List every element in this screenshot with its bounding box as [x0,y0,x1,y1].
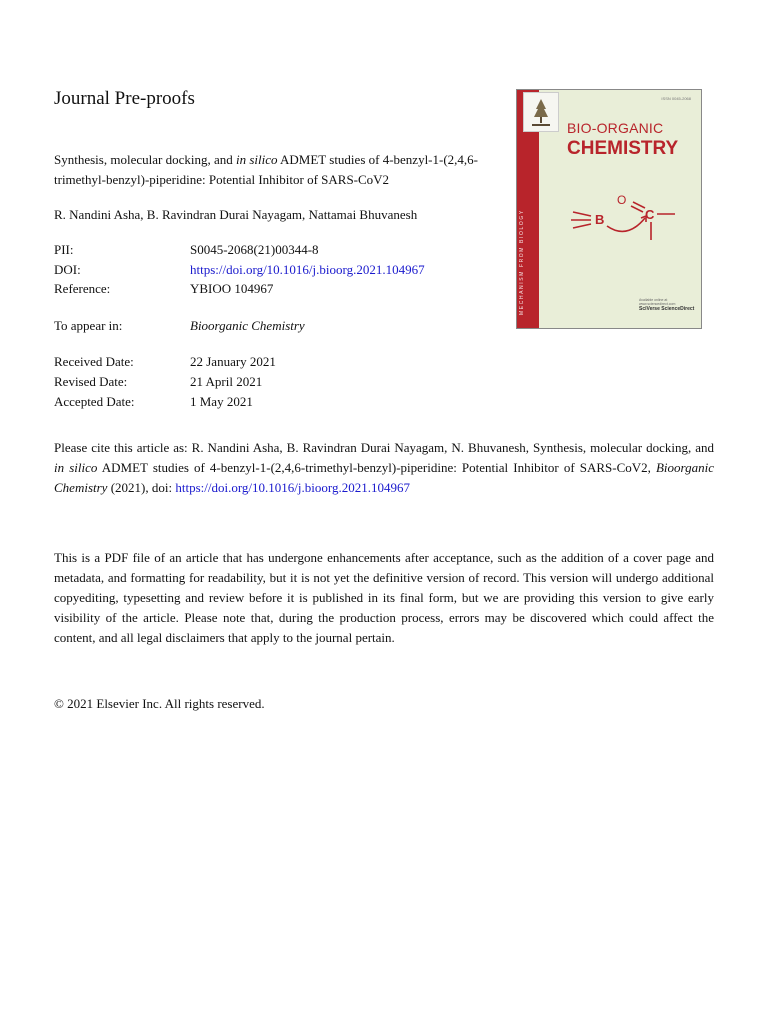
reference-value: YBIOO 104967 [190,281,274,296]
cover-band-text: MECHANISM FROM BIOLOGY [519,209,525,315]
citation-italic: in silico [54,460,98,475]
article-title-part2: ADMET studies of 4-benzyl-1-(2,4,6-trimethyl-benzyl)-piperidine: Potential Inhibitor of SARS-CoV2 [54,152,479,187]
sciencedirect-brand: SciVerse ScienceDirect [639,306,695,312]
journal-cover-image [516,89,702,329]
to-appear-in-value: Bioorganic Chemistry [190,318,305,333]
journal-pre-proofs-label: Journal Pre-proofs [54,88,195,109]
citation-paragraph [54,438,714,498]
cover-atom-b: B [595,212,605,227]
pii-value: S0045-2068(21)00344-8 [190,242,319,257]
cover-reaction-diagram [557,190,697,260]
elsevier-logo-icon [523,92,559,132]
doi-link[interactable]: https://doi.org/10.1016/j.bioorg.2021.104967 [190,262,425,277]
article-title-part1: Synthesis, molecular docking, and [54,152,236,167]
pii-label: PII: [54,242,74,257]
pre-proof-notice: This is a PDF file of an article that has undergone enhancements after acceptance, such as the addition of a cover page and metadata, and formatting for readability, but it is not yet the definitive version of record. This version will undergo additional copyediting, typesetting and review before it is published in its final form, but we are providing this version to give early visibility of the article. Please note that, during the production process, errors may be discovered which could affect the content, and all legal disclaimers that apply to the journal pertain. [54,550,714,645]
cover-title-line1: BIO-ORGANIC [567,120,664,136]
cover-title-line2: CHEMISTRY [567,138,679,159]
cover-atom-o: O [617,193,627,207]
revised-date-label: Revised Date: [54,374,128,389]
received-date-label: Received Date: [54,354,134,369]
citation-journal: Bioorganic Chemistry [54,460,714,495]
cover-atom-c: C [645,207,655,222]
revised-date-value: 21 April 2021 [190,374,263,389]
copyright-notice: © 2021 Elsevier Inc. All rights reserved. [54,696,265,711]
citation-part3: (2021), doi: [107,480,176,495]
cover-issn: ISSN 0045-2068 [661,96,691,101]
reference-label: Reference: [54,281,111,296]
accepted-date-label: Accepted Date: [54,394,135,409]
received-date-value: 22 January 2021 [190,354,276,369]
to-appear-in-label: To appear in: [54,318,123,333]
cover-footer-small: Available online at www.sciencedirect.com [639,298,676,306]
article-title-italic: in silico [235,152,278,167]
accepted-date-value: 1 May 2021 [190,394,253,409]
author-list: R. Nandini Asha, B. Ravindran Durai Nayagam, Nattamai Bhuvanesh [54,207,418,222]
citation-doi-link[interactable]: https://doi.org/10.1016/j.bioorg.2021.104967 [175,480,410,495]
doi-label: DOI: [54,262,81,277]
citation-part1: Please cite this article as: R. Nandini Asha, B. Ravindran Durai Nayagam, N. Bhuvanesh, Synthesis, molecular docking, and [54,440,714,455]
article-title [54,150,494,190]
citation-part2: ADMET studies of 4-benzyl-1-(2,4,6-trimethyl-benzyl)-piperidine: Potential Inhibitor of SARS-CoV2, [97,460,656,475]
